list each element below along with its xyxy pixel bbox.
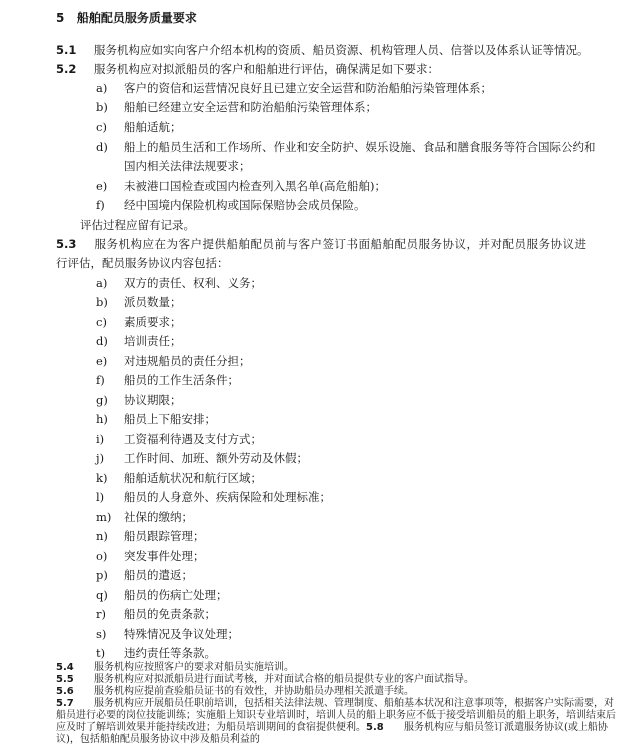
- item-text: 对违规船员的责任分担；: [124, 354, 251, 368]
- item-marker: r): [96, 607, 106, 621]
- item-marker: q): [96, 588, 108, 602]
- clause-5-7: [56, 698, 616, 745]
- clause-note: 评估过程应留有记录。: [80, 218, 195, 232]
- item-text: 船员的遣返；: [124, 568, 193, 582]
- section-number: 5: [56, 11, 65, 25]
- clause-5-6: [56, 686, 414, 698]
- item-text: 客户的资信和运营情况良好且已建立安全运营和防治船舶污染管理体系；: [124, 81, 492, 95]
- item-marker: d): [96, 140, 108, 154]
- item-text: 国内相关法律法规要求；: [124, 159, 251, 173]
- item-text: 工作时间、加班、额外劳动及休假；: [124, 451, 308, 465]
- item-text: 工资福利待遇及支付方式；: [124, 432, 262, 446]
- item-text: 船员的免责条款；: [124, 607, 216, 621]
- item-text: 船舶已经建立安全运营和防治船舶污染管理体系；: [124, 100, 377, 114]
- list-item: [96, 412, 216, 426]
- list-item: [96, 607, 216, 621]
- clause-number: 5.1: [56, 43, 77, 57]
- item-text: 船员跟踪管理；: [124, 529, 205, 543]
- clause-text: 服务机构应开展船员任职前培训，包括相关法律法规、管理制度、船舶基本状况和注意事项等，根: [94, 698, 524, 709]
- clause-5-3-continuation: 行评估，配员服务协议内容包括：: [56, 256, 229, 270]
- clause-text: 服务机构应与船员签订派遣服务协议(或上船协议)，包括船舶配员服务协议中涉及船员利益的: [56, 722, 608, 745]
- item-text: 特殊情况及争议处理；: [124, 627, 239, 641]
- clause-text: 服务机构应提前查验船员证书的有效性，并协助船员办理相关派遣手续。: [94, 686, 414, 697]
- item-text: 协议期限；: [124, 393, 182, 407]
- list-item: [96, 451, 308, 465]
- item-marker: e): [96, 179, 108, 193]
- section-title: 船舶配员服务质量要求: [76, 11, 197, 25]
- item-marker: a): [96, 81, 108, 95]
- item-text: 派员数量；: [124, 295, 182, 309]
- clause-number: 5.8: [366, 722, 384, 733]
- clause-number: 5.4: [56, 662, 74, 673]
- list-item: [96, 627, 239, 641]
- clause-text: 服务机构应对拟派船员的客户和船舶进行评估，确保满足如下要求：: [94, 62, 439, 76]
- item-marker: d): [96, 334, 108, 348]
- item-text: 船舶适航状况和航行区域；: [124, 471, 262, 485]
- list-item: [96, 295, 182, 309]
- item-marker: s): [96, 627, 107, 641]
- list-item: [96, 393, 182, 407]
- item-marker: e): [96, 354, 108, 368]
- item-marker: c): [96, 120, 107, 134]
- item-marker: l): [96, 490, 105, 504]
- list-item: [96, 276, 262, 290]
- clause-5-1: [56, 43, 589, 57]
- list-item: [96, 334, 182, 348]
- list-item: [96, 373, 239, 387]
- clause-text: 宿提供便利。: [306, 722, 366, 733]
- clause-number: 5.5: [56, 674, 74, 685]
- clause-number: 5.2: [56, 62, 77, 76]
- section-heading: [56, 11, 197, 25]
- list-item: [96, 140, 596, 154]
- list-item: [96, 354, 251, 368]
- item-marker: k): [96, 471, 108, 485]
- list-item: [96, 471, 262, 485]
- item-marker: j): [96, 451, 105, 465]
- item-marker: a): [96, 276, 108, 290]
- clause-text: 据客户实际需要，对船员进行必要的岗位技能训练；实施船上知识专业培训时，培训人员的船上职务应: [56, 698, 614, 721]
- list-item: [96, 120, 182, 134]
- item-marker: o): [96, 549, 108, 563]
- list-item: [96, 432, 262, 446]
- clause-number: 5.6: [56, 686, 74, 697]
- item-marker: c): [96, 315, 107, 329]
- item-text: 船员上下船安排；: [124, 412, 216, 426]
- clause-text: 服务机构应按照客户的要求对船员实施培训。: [94, 662, 294, 673]
- item-text: 未被港口国检查或国内检查列入黑名单(高危船舶)；: [124, 179, 386, 193]
- list-item: [96, 179, 386, 193]
- item-text: 双方的责任、权利、义务；: [124, 276, 262, 290]
- item-text: 船上的船员生活和工作场所、作业和安全防护、娱乐设施、食品和膳食服务等符合国际公约和: [124, 140, 596, 154]
- item-text: 突发事件处理；: [124, 549, 205, 563]
- item-text: 船员的人身意外、疾病保险和处理标准；: [124, 490, 331, 504]
- clause-number: 5.7: [56, 698, 74, 709]
- clause-text: 不低于接受培训船员的船上职务，培训结束后应及时了解培训效果并能持续改进；为船员培训期间的食: [56, 710, 616, 733]
- item-marker: f): [96, 373, 105, 387]
- item-marker: b): [96, 100, 108, 114]
- item-marker: i): [96, 432, 105, 446]
- list-item: [96, 568, 193, 582]
- clause-5-3: [56, 237, 586, 251]
- clause-text: 服务机构应对拟派船员进行面试考核，并对面试合格的船员提供专业的客户面试指导。: [94, 674, 474, 685]
- item-text: 违约责任等条款。: [124, 646, 216, 660]
- clause-5-2: [56, 62, 439, 76]
- clause-5-5: [56, 674, 474, 686]
- list-item: [96, 81, 492, 95]
- item-marker: m): [96, 510, 112, 524]
- item-marker: g): [96, 393, 108, 407]
- item-text: 培训责任；: [124, 334, 182, 348]
- list-item: [96, 588, 228, 602]
- list-item-continuation: [96, 159, 251, 173]
- list-item: [96, 490, 331, 504]
- item-text: 社保的缴纳；: [124, 510, 193, 524]
- item-text: 船员的伤病亡处理；: [124, 588, 228, 602]
- list-item: [96, 198, 366, 212]
- clause-number: 5.3: [56, 237, 77, 251]
- list-item: [96, 549, 205, 563]
- list-item: [96, 510, 193, 524]
- list-item: [96, 646, 216, 660]
- clause-text: 服务机构应在为客户提供船舶配员前与客户签订书面船舶配员服务协议，并对配员服务协议进: [94, 237, 586, 251]
- item-marker: f): [96, 198, 105, 212]
- item-text: 经中国境内保险机构或国际保赔协会成员保险。: [124, 198, 366, 212]
- clause-5-4: [56, 662, 294, 674]
- item-marker: h): [96, 412, 108, 426]
- item-marker: t): [96, 646, 106, 660]
- clause-text: 服务机构应如实向客户介绍本机构的资质、船员资源、机构管理人员、信誉以及体系认证等情况。: [94, 43, 589, 57]
- list-item: [96, 529, 205, 543]
- item-text: 船员的工作生活条件；: [124, 373, 239, 387]
- item-marker: p): [96, 568, 108, 582]
- item-text: 素质要求；: [124, 315, 182, 329]
- list-item: [96, 100, 377, 114]
- item-text: 船舶适航；: [124, 120, 182, 134]
- item-marker: b): [96, 295, 108, 309]
- item-marker: n): [96, 529, 108, 543]
- list-item: [96, 315, 182, 329]
